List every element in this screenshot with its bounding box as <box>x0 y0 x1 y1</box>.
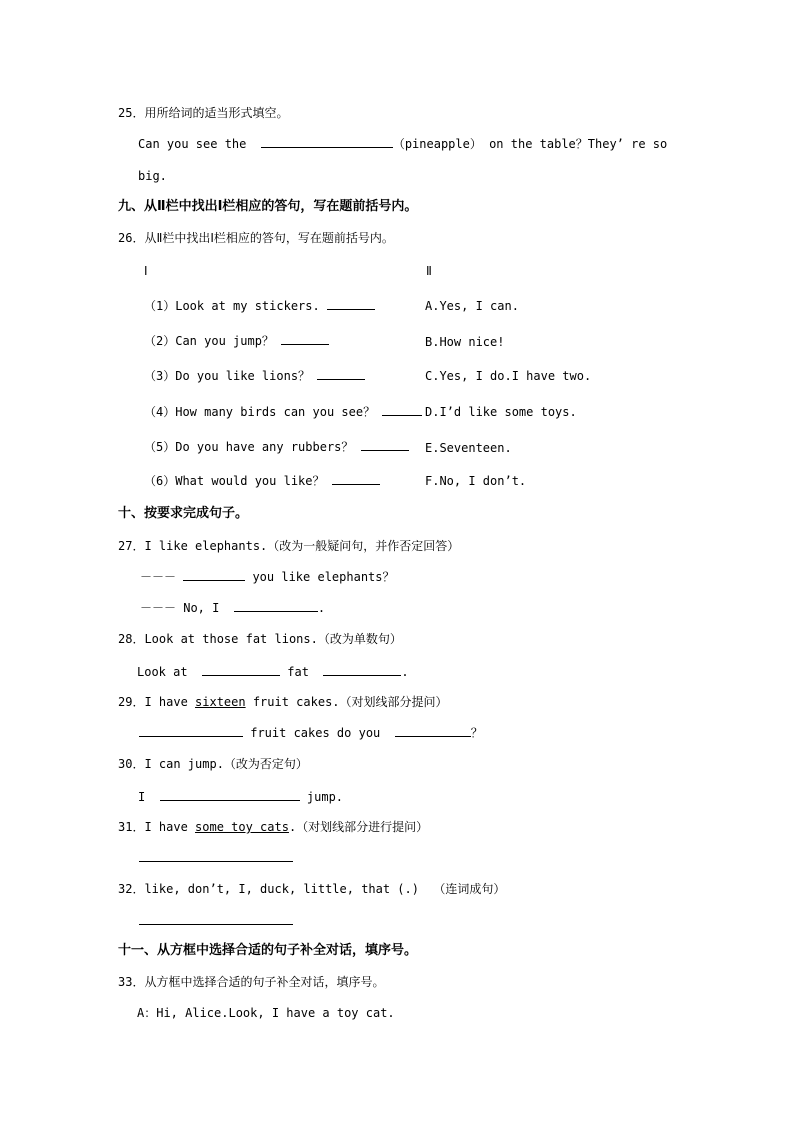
answer-blank[interactable] <box>361 439 409 451</box>
underlined-word: sixteen <box>195 695 246 709</box>
q26-right-a: A.Yes, I can. <box>425 299 519 313</box>
col1-header: Ⅰ <box>144 264 148 278</box>
answer-blank[interactable] <box>202 664 280 676</box>
q27-line2: －－－ No, I . <box>140 601 326 615</box>
q27-line1: －－－ you like elephants？ <box>140 570 395 584</box>
q25-title: 25．用所给词的适当形式填空。 <box>118 106 289 120</box>
q26-right-b: B.How nice! <box>425 335 505 349</box>
answer-blank[interactable] <box>332 473 380 485</box>
q32-answer-line[interactable] <box>139 913 293 929</box>
q29-title: 29．I have sixteen fruit cakes.（对划线部分提问） <box>118 695 448 709</box>
answer-blank[interactable] <box>327 298 375 310</box>
q25-blank[interactable] <box>261 136 393 148</box>
col2-header: Ⅱ <box>426 264 432 278</box>
q26-title: 26．从Ⅱ栏中找出Ⅰ栏相应的答句，写在题前括号内。 <box>118 231 394 245</box>
q31-answer-line[interactable] <box>139 850 293 866</box>
q30-line: I jump. <box>138 790 344 804</box>
q25-cont: big. <box>138 169 167 183</box>
q26-left-2: （2）Can you jump？ <box>144 333 329 349</box>
q26-left-6: （6）What would you like？ <box>144 473 380 489</box>
q28-line: Look at fat . <box>137 665 409 679</box>
q29-line: fruit cakes do you ？ <box>139 725 483 741</box>
answer-blank[interactable] <box>234 600 318 612</box>
q28-title: 28．Look at those fat lions.（改为单数句） <box>118 632 402 646</box>
q26-right-f: F.No, I don’t. <box>425 474 527 488</box>
q26-left-5: （5）Do you have any rubbers？ <box>144 439 409 455</box>
q33-title: 33．从方框中选择合适的句子补全对话，填序号。 <box>118 975 385 989</box>
answer-blank[interactable] <box>317 368 365 380</box>
q31-title: 31．I have some toy cats.（对划线部分进行提问） <box>118 820 429 834</box>
q25-post: on the table？They’ re so <box>481 137 668 151</box>
q27-title: 27．I like elephants.（改为一般疑问句，并作否定回答） <box>118 539 460 553</box>
q25-hint: （pineapple） <box>392 137 482 151</box>
answer-blank[interactable] <box>395 725 471 737</box>
answer-blank[interactable] <box>139 725 243 737</box>
answer-blank[interactable] <box>382 404 422 416</box>
underlined-words: some toy cats <box>195 820 289 834</box>
answer-blank[interactable] <box>323 664 401 676</box>
q33-dialogue-a: A：Hi, Alice.Look, I have a toy cat. <box>137 1006 395 1020</box>
q26-right-d: D.I’d like some toys. <box>425 405 577 419</box>
q30-title: 30．I can jump.（改为否定句） <box>118 757 308 771</box>
q26-right-e: E.Seventeen. <box>425 441 512 455</box>
answer-blank[interactable] <box>183 569 245 581</box>
section-9-heading: 九、从Ⅱ栏中找出Ⅰ栏相应的答句，写在题前括号内。 <box>118 199 418 214</box>
q32-title: 32．like, don’t, I, duck, little, that (.) （连词成句） <box>118 882 506 896</box>
q25-sentence <box>138 136 667 152</box>
q26-left-4: （4）How many birds can you see？ <box>144 404 422 420</box>
q26-left-3: （3）Do you like lions？ <box>144 368 365 384</box>
answer-blank[interactable] <box>281 333 329 345</box>
section-11-heading: 十一、从方框中选择合适的句子补全对话，填序号。 <box>118 943 418 958</box>
q26-right-c: C.Yes, I do.I have two. <box>425 369 592 383</box>
q25-pre: Can you see the <box>138 137 247 151</box>
answer-blank[interactable] <box>160 789 300 801</box>
section-10-heading: 十、按要求完成句子。 <box>118 506 249 521</box>
q26-left-1: （1）Look at my stickers. <box>144 298 375 314</box>
